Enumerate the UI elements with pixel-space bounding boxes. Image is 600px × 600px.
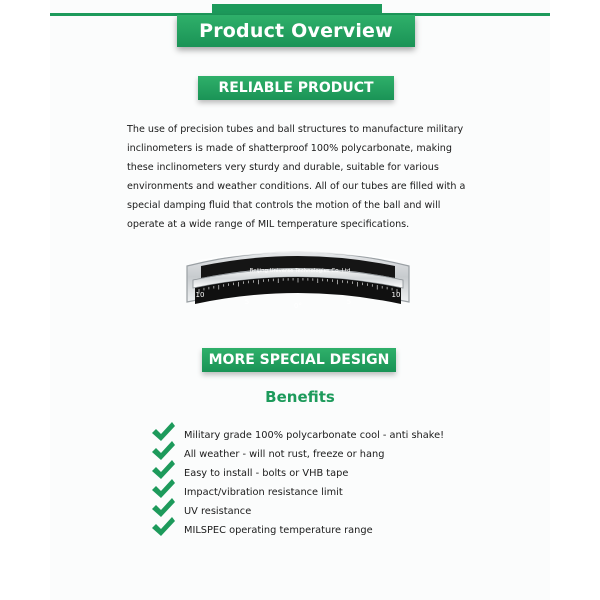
page-title: Product Overview xyxy=(177,15,415,47)
scale-label-right-5: 5 xyxy=(346,298,352,306)
benefit-list xyxy=(150,426,470,540)
benefit-item xyxy=(150,502,470,521)
benefit-item xyxy=(150,426,470,445)
scale-label-right-10: 10 xyxy=(391,291,401,299)
benefits-heading: Benefits xyxy=(265,388,335,406)
inclinometer-maker-label: Beijing Universe Technologies Co. Ltd xyxy=(249,268,351,274)
section-heading-reliable-product: RELIABLE PRODUCT xyxy=(198,76,394,100)
scale-label-zero: 0° xyxy=(294,302,302,310)
benefit-item xyxy=(150,521,470,540)
benefit-item xyxy=(150,483,470,502)
benefit-text: MILSPEC operating temperature range xyxy=(184,525,373,536)
benefit-text: All weather - will not rust, freeze or hang xyxy=(184,449,385,460)
benefit-text: Easy to install - bolts or VHB tape xyxy=(184,468,349,479)
check-icon xyxy=(150,514,176,540)
intro-paragraph: The use of precision tubes and ball structures to manufacture military inclinometers is made of shatterproof 100% polycarbonate, making these inclinometers very sturdy and durable, suitable for various environments and weather conditions. All of our tubes are filled with a special damping fluid that controls the motion of the ball and will operate at a wide range of MIL temperature specifications. xyxy=(127,124,466,230)
benefit-text: UV resistance xyxy=(184,506,252,517)
scale-label-left-10: 10 xyxy=(195,291,205,299)
inclinometer-image xyxy=(183,244,413,318)
benefit-item xyxy=(150,445,470,464)
benefit-item xyxy=(150,464,470,483)
section-heading-special-design: MORE SPECIAL DESIGN xyxy=(202,348,396,372)
scale-label-left-5: 5 xyxy=(244,298,250,306)
benefit-text: Military grade 100% polycarbonate cool - anti shake! xyxy=(184,430,445,441)
benefit-text: Impact/vibration resistance limit xyxy=(184,487,343,498)
top-tab-strip xyxy=(212,4,382,14)
